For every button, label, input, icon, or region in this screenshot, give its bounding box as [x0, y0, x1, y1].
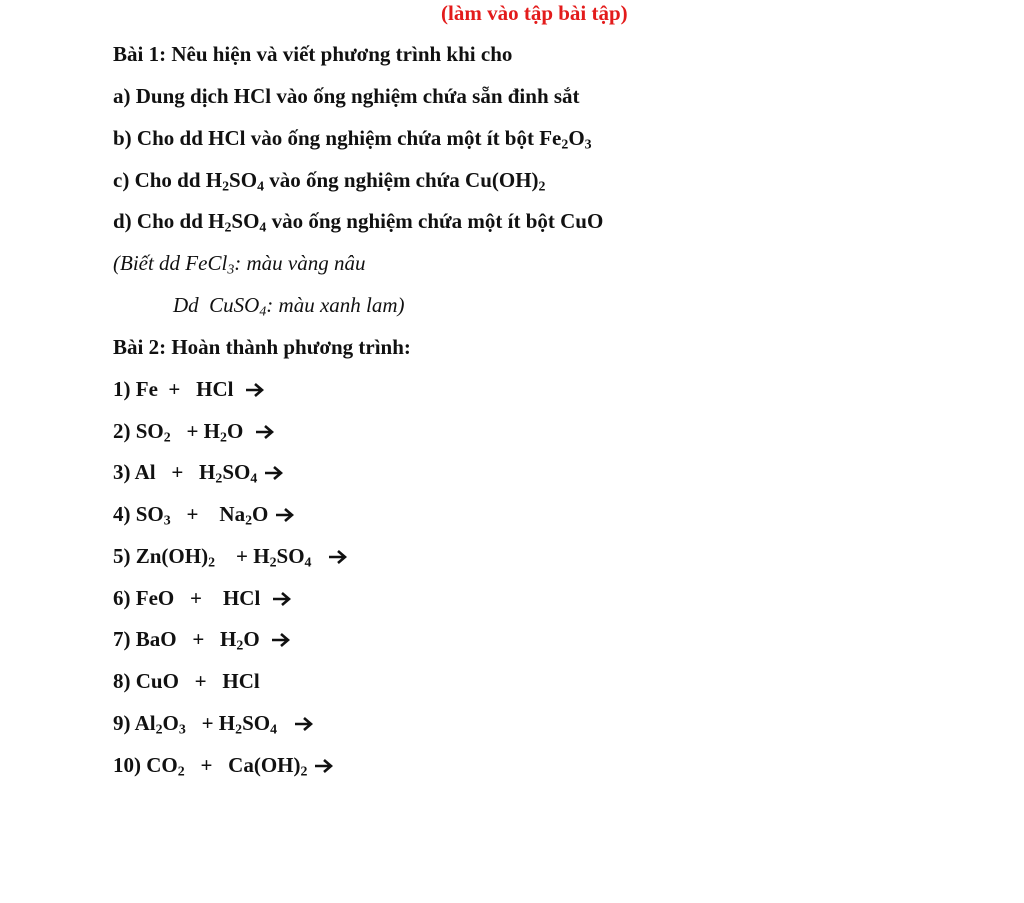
right-arrow-icon [244, 382, 266, 398]
bai1-note-fecl3: (Biết dd FeCl$_3$: màu vàng nâu [113, 251, 366, 277]
equation-2: 2) $SO_2 + H_2O$ [113, 421, 276, 442]
bai2-title: Bài 2: Hoàn thành phương trình: [113, 335, 411, 359]
equation-10: 10) $CO_2 + Ca(OH)_2$ [113, 755, 335, 776]
bai1-item-c: c) Cho dd $H_2SO_4$ vào ống nghiệm chứa $Cu(OH)_2$ [113, 168, 546, 194]
equation-6: 6) FeO + HCl [113, 588, 293, 609]
equation-4: 4) $SO_3$ + $Na_2O$ [113, 504, 296, 525]
right-arrow-icon [274, 507, 296, 523]
bai1-item-b: b) Cho dd HCl vào ống nghiệm chứa một ít bột $Fe_2O_3$ [113, 126, 592, 152]
right-arrow-icon [271, 591, 293, 607]
right-arrow-icon [327, 549, 349, 565]
right-arrow-icon [270, 632, 292, 648]
bai1-item-d: d) Cho dd $H_2SO_4$ vào ống nghiệm chứa một ít bột CuO [113, 209, 604, 235]
equation-5: 5) $Zn(OH)_2$ + $H_2SO_4$ [113, 546, 349, 567]
right-arrow-icon [313, 758, 335, 774]
bai1-title: Bài 1: Nêu hiện và viết phương trình khi cho [113, 42, 513, 66]
header-note: (làm vào tập bài tập) [441, 1, 628, 25]
equation-3: 3) $Al + H_2SO_4$ [113, 462, 285, 483]
equation-8: 8) CuO + HCl [113, 669, 260, 693]
right-arrow-icon [293, 716, 315, 732]
bai1-item-a: a) Dung dịch HCl vào ống nghiệm chứa sẵn đinh sắt [113, 84, 580, 108]
right-arrow-icon [263, 465, 285, 481]
right-arrow-icon [254, 424, 276, 440]
bai1-note-cuso4: Dd CuSO$_4$: màu xanh lam) [173, 293, 405, 319]
equation-1: 1) Fe + HCl [113, 379, 266, 400]
equation-7: 7) BaO + $H_2O$ [113, 629, 292, 650]
equation-9: 9) $Al_2O_3 + H_2SO_4$ [113, 713, 315, 734]
